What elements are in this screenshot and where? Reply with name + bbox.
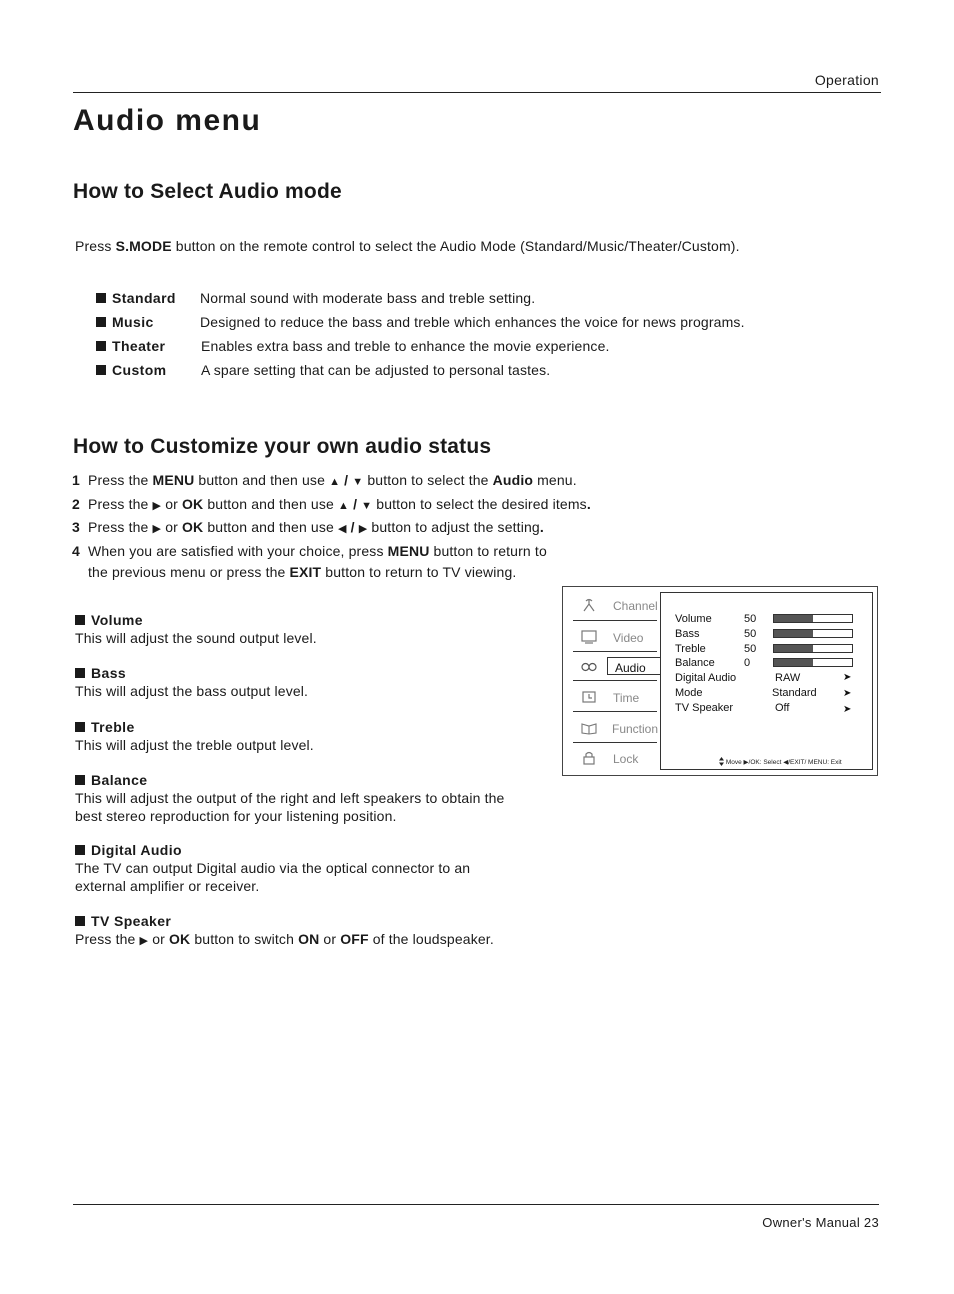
step-1: 1 Press the MENU button and then use ▲ / ▼ button to select the Audio menu. [72, 472, 577, 488]
feature-digital-audio: Digital Audio The TV can output Digital audio via the optical connector to an external amplifier or receiver. [75, 842, 471, 894]
bullet-square-icon [75, 722, 85, 732]
osd-tab-divider [573, 742, 657, 743]
down-arrow-icon: ▼ [361, 499, 373, 512]
step-4-continued: the previous menu or press the EXIT button to return to TV viewing. [88, 564, 517, 580]
bullet-square-icon [75, 615, 85, 625]
volume-level-bar[interactable] [773, 614, 853, 623]
arrow-right-icon: ➤ [843, 704, 852, 715]
monitor-icon [581, 630, 597, 644]
left-arrow-icon: ◀ [338, 523, 347, 535]
down-arrow-icon: ▼ [352, 476, 364, 488]
footer-page-number: Owner's Manual 23 [762, 1215, 879, 1230]
right-arrow-icon: ▶ [152, 499, 162, 512]
step-4: 4 When you are satisfied with your choice, press MENU button to return to [72, 542, 547, 559]
customize-steps [72, 470, 591, 584]
step-3: 3 Press the ▶ or OK button and then use ◀ / ▶ button to adjust the setting. [72, 519, 544, 535]
right-arrow-icon: ▶ [139, 935, 149, 947]
updown-arrows-icon [719, 757, 724, 766]
bullet-square-icon [96, 293, 106, 303]
feature-balance: Balance This will adjust the output of the right and left speakers to obtain the best stereo reproduction for your listening position. [75, 772, 505, 824]
balance-level-bar[interactable] [773, 658, 853, 667]
osd-tab-divider [573, 711, 657, 712]
section-label: Operation [814, 72, 879, 88]
speaker-icon [581, 660, 597, 674]
up-arrow-icon: ▲ [329, 476, 341, 488]
osd-content-panel: Volume 50 Bass 50 Treble 50 Balance 0 Digital Audio RAW ➤ Mode Standard ➤ TV Speaker Off ➤ Move ▶/OK: Select ◀/EXIT/ MENU: Exit [660, 592, 873, 770]
select-mode-intro: Press S.MODE button on the remote control to select the Audio Mode (Standard/Music/Theater/Custom). [75, 238, 740, 254]
feature-treble: Treble This will adjust the treble output level. [75, 719, 314, 753]
bullet-square-icon [96, 341, 106, 351]
arrow-right-icon: ➤ [843, 672, 852, 683]
osd-audio-menu [562, 586, 878, 776]
bass-level-bar[interactable] [773, 629, 853, 638]
osd-tab-divider [573, 620, 657, 621]
right-arrow-icon: ▶ [152, 523, 162, 535]
lock-icon [581, 751, 597, 765]
book-icon [581, 721, 597, 735]
feature-volume: Volume This will adjust the sound output level. [75, 612, 317, 646]
bullet-square-icon [96, 365, 106, 375]
osd-help-bar: Move ▶/OK: Select ◀/EXIT/ MENU: Exit [719, 757, 842, 766]
osd-active-tab-frame [607, 657, 661, 675]
feature-bass: Bass This will adjust the bass output level. [75, 665, 309, 699]
bullet-square-icon [75, 845, 85, 855]
up-arrow-icon: ▲ [338, 499, 350, 512]
osd-tab-divider [573, 680, 657, 681]
osd-tab-divider [573, 651, 657, 652]
osd-tab-video[interactable]: Video [571, 624, 659, 652]
footer-divider [73, 1204, 879, 1205]
arrow-right-icon: ➤ [843, 688, 852, 699]
osd-tab-function[interactable]: Function [571, 715, 659, 743]
feature-tv-speaker: TV Speaker Press the ▶ or OK button to switch ON or OFF of the loudspeaker. [75, 913, 494, 947]
clock-icon [581, 690, 597, 704]
header-divider [73, 92, 881, 93]
bullet-square-icon [75, 775, 85, 785]
treble-level-bar[interactable] [773, 644, 853, 653]
select-mode-heading: How to Select Audio mode [73, 180, 342, 203]
right-arrow-icon: ▶ [358, 523, 368, 535]
osd-tab-lock[interactable]: Lock [571, 745, 659, 773]
antenna-icon [581, 598, 597, 612]
bullet-square-icon [96, 317, 106, 327]
bullet-square-icon [75, 916, 85, 926]
osd-tab-time[interactable]: Time [571, 684, 659, 712]
bullet-square-icon [75, 668, 85, 678]
osd-tab-channel[interactable]: Channel [571, 592, 659, 620]
step-2: 2 Press the ▶ or OK button and then use ▲ / ▼ button to select the desired items. [72, 495, 591, 512]
page-title: Audio menu [73, 104, 262, 137]
osd-tab-audio[interactable]: Audio [571, 654, 659, 682]
customize-heading: How to Customize your own audio status [73, 435, 492, 458]
